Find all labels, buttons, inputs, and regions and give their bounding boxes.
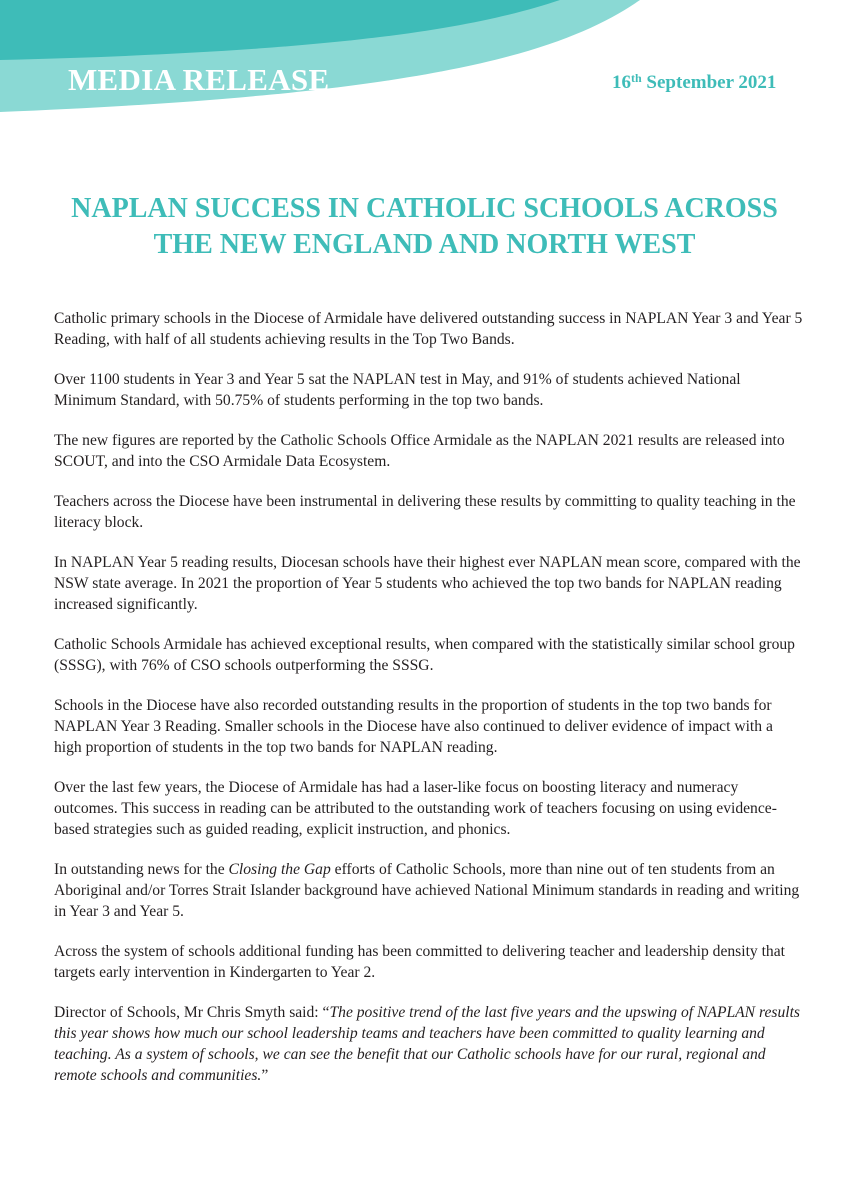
article-body xyxy=(54,308,804,1105)
release-date xyxy=(612,71,776,94)
funding-paragraph: Across the system of schools additional funding has been committed to delivering teacher and leadership density that targets early intervention in Kindergarten to Year 2. xyxy=(54,943,785,981)
gap-text-after: efforts of Catholic Schools, more than nine out of ten students from an Aboriginal and/or Torres Strait Islander background have achieved National Minimum standards in reading and writing in Year 3 and Year 5. xyxy=(54,861,800,920)
closing-the-gap-paragraph xyxy=(54,859,804,922)
paragraph: Catholic primary schools in the Diocese of Armidale have delivered outstanding success in NAPLAN Year 3 and Year 5 Reading, with half of all students achieving results in the Top Two Bands. xyxy=(54,310,803,348)
paragraph: Catholic Schools Armidale has achieved exceptional results, when compared with the statistically similar school group (SSSG), with 76% of CSO schools outperforming the SSSG. xyxy=(54,636,795,674)
paragraph: Teachers across the Diocese have been instrumental in delivering these results by committing to quality teaching in the literacy block. xyxy=(54,493,796,531)
paragraph: Over the last few years, the Diocese of Armidale has had a laser-like focus on boosting literacy and numeracy outcomes. This success in reading can be attributed to the outstanding work of teachers focusing on using evidence-based strategies such as guided reading, explicit instruction, and phonics. xyxy=(54,779,777,838)
headline xyxy=(40,191,809,263)
quote-intro: Director of Schools, Mr Chris Smyth said: “ xyxy=(54,1004,330,1021)
gap-text-before: In outstanding news for the xyxy=(54,861,229,878)
date-day: 16 xyxy=(612,72,631,93)
paragraph: Over 1100 students in Year 3 and Year 5 sat the NAPLAN test in May, and 91% of students achieved National Minimum Standard, with 50.75% of students performing in the top two bands. xyxy=(54,371,741,409)
director-quote: The positive trend of the last five years and the upswing of NAPLAN results this year shows how much our school leadership teams and teachers have been committed to quality learning and teaching. As a system of schools, we can see the benefit that our Catholic schools have for our rural, regional and remote schools and communities. xyxy=(54,1004,800,1084)
media-release-label: MEDIA RELEASE xyxy=(68,62,330,97)
headline-line-1: NAPLAN SUCCESS IN CATHOLIC SCHOOLS ACROSS xyxy=(71,193,778,224)
date-month-year: September 2021 xyxy=(641,72,777,93)
closing-the-gap-italic: Closing the Gap xyxy=(228,861,331,878)
date-suffix: th xyxy=(631,71,642,85)
paragraph: The new figures are reported by the Catholic Schools Office Armidale as the NAPLAN 2021 results are released into SCOUT, and into the CSO Armidale Data Ecosystem. xyxy=(54,432,785,470)
headline-line-2: THE NEW ENGLAND AND NORTH WEST xyxy=(153,229,696,260)
paragraph: In NAPLAN Year 5 reading results, Diocesan schools have their highest ever NAPLAN mean score, compared with the NSW state average. In 2021 the proportion of Year 5 students who achieved the top two bands for NAPLAN reading increased significantly. xyxy=(54,554,801,613)
quote-paragraph xyxy=(54,1002,804,1086)
quote-close: ” xyxy=(261,1067,269,1084)
paragraph: Schools in the Diocese have also recorded outstanding results in the proportion of students in the top two bands for NAPLAN Year 3 Reading. Smaller schools in the Diocese have also continued to deliver evidence of impact with a high proportion of students in the top two bands for NAPLAN reading. xyxy=(54,697,773,756)
